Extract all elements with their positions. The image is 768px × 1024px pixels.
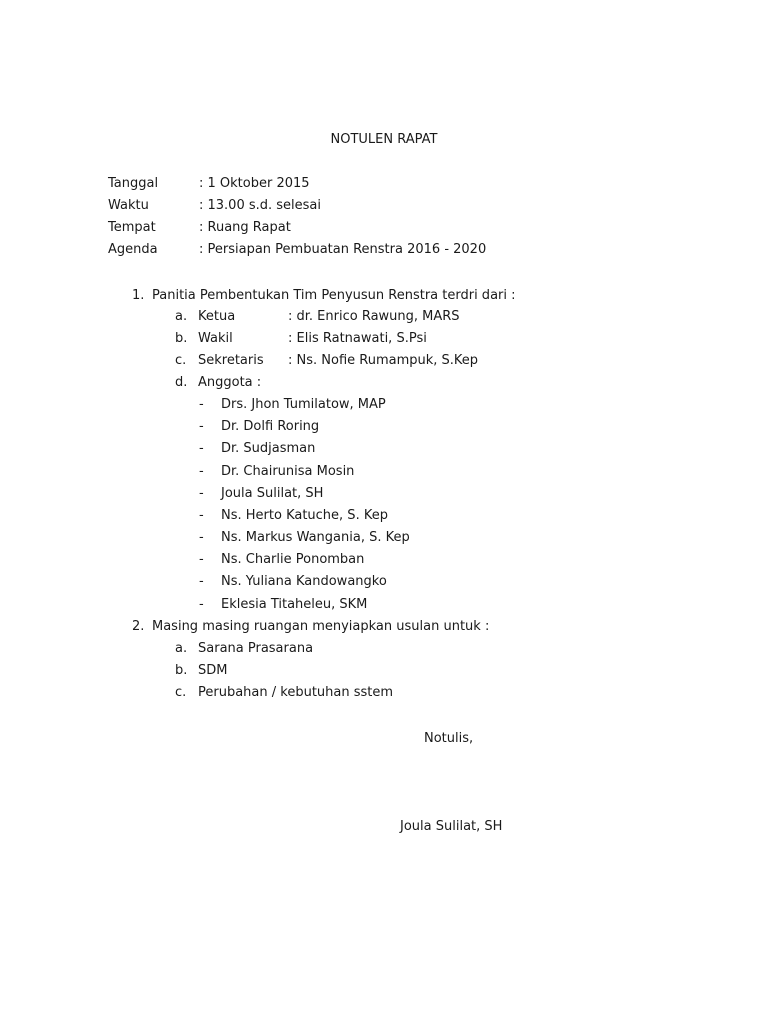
member-dash: - <box>199 419 204 434</box>
sub-letter-b: b. <box>175 663 188 678</box>
member-dash: - <box>199 574 204 589</box>
member-dash: - <box>199 486 204 501</box>
member-dash: - <box>199 397 204 412</box>
list-number-2: 2. <box>132 619 145 634</box>
sub-text-sarana: Sarana Prasarana <box>198 641 314 656</box>
member-dash: - <box>199 441 204 456</box>
sub-letter-d: d. <box>175 375 188 390</box>
document-title: NOTULEN RAPAT <box>330 132 438 147</box>
member-item: Joula Sulilat, SH <box>221 486 324 501</box>
sub-value-wakil: : Elis Ratnawati, S.Psi <box>288 331 427 346</box>
meta-value-tempat: : Ruang Rapat <box>199 220 291 235</box>
sub-label-wakil: Wakil <box>198 331 233 346</box>
sub-label-sekretaris: Sekretaris <box>198 353 264 368</box>
sub-text-perubahan: Perubahan / kebutuhan sstem <box>198 685 394 700</box>
member-dash: - <box>199 552 204 567</box>
sub-text-sdm: SDM <box>198 663 228 678</box>
meta-label-tanggal: Tanggal <box>108 176 159 191</box>
sub-value-sekretaris: : Ns. Nofie Rumampuk, S.Kep <box>288 353 479 368</box>
meta-label-waktu: Waktu <box>108 198 149 213</box>
member-item: Dr. Sudjasman <box>221 441 316 456</box>
member-dash: - <box>199 530 204 545</box>
sub-label-ketua: Ketua <box>198 309 236 324</box>
member-item: Eklesia Titaheleu, SKM <box>221 597 368 612</box>
member-dash: - <box>199 464 204 479</box>
meta-label-agenda: Agenda <box>108 242 158 257</box>
sub-value-ketua: : dr. Enrico Rawung, MARS <box>288 309 460 324</box>
sub-letter-c: c. <box>175 353 187 368</box>
sub-letter-a: a. <box>175 309 188 324</box>
member-item: Ns. Charlie Ponomban <box>221 552 365 567</box>
member-dash: - <box>199 597 204 612</box>
meta-value-tanggal: : 1 Oktober 2015 <box>199 176 310 191</box>
list-item-2-text: Masing masing ruangan menyiapkan usulan untuk : <box>152 619 490 634</box>
meta-label-tempat: Tempat <box>108 220 156 235</box>
signature-name: Joula Sulilat, SH <box>400 819 503 834</box>
sub-letter-a: a. <box>175 641 188 656</box>
sub-letter-b: b. <box>175 331 188 346</box>
list-item-1-text: Panitia Pembentukan Tim Penyusun Renstra terdri dari : <box>152 288 516 303</box>
list-number-1: 1. <box>132 288 145 303</box>
member-item: Ns. Yuliana Kandowangko <box>221 574 387 589</box>
member-dash: - <box>199 508 204 523</box>
signature-role: Notulis, <box>424 731 474 746</box>
meta-value-agenda: : Persiapan Pembuatan Renstra 2016 - 2020 <box>199 242 487 257</box>
member-item: Drs. Jhon Tumilatow, MAP <box>221 397 386 412</box>
meta-value-waktu: : 13.00 s.d. selesai <box>199 198 322 213</box>
sub-letter-c: c. <box>175 685 187 700</box>
member-item: Dr. Dolfi Roring <box>221 419 320 434</box>
member-item: Ns. Markus Wangania, S. Kep <box>221 530 410 545</box>
member-item: Dr. Chairunisa Mosin <box>221 464 355 479</box>
member-item: Ns. Herto Katuche, S. Kep <box>221 508 388 523</box>
sub-label-anggota: Anggota : <box>198 375 262 390</box>
